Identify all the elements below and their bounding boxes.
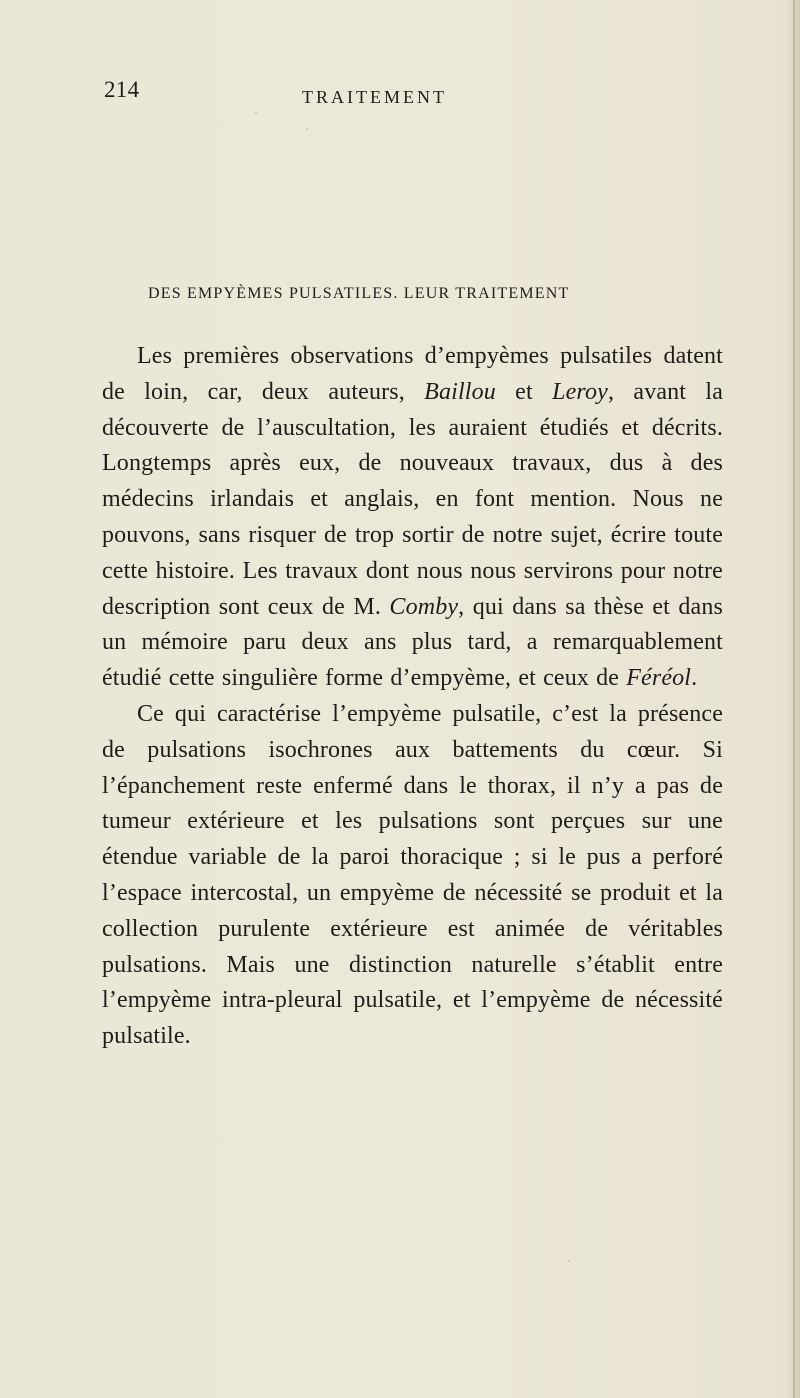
paragraph-history xyxy=(102,339,723,697)
page-number: 214 xyxy=(104,77,140,102)
paragraph-characterization xyxy=(102,697,723,1055)
paragraph-text: Ce qui caractérise l’empyème pulsatile, c’est la présence de pulsations isochrones aux battements du cœur. Si l’épanchement reste enfermé dans le thorax, il n’y a pas de tumeur extérieure et les pulsations sont perçues sur une étendue variable de la paroi thoracique ; si le pus a perforé l’espace intercostal, un empyème de nécessité se produit et la collection purulente extérieure est animée de véritables pulsations. Mais une distinction naturelle s’établit entre l’empyème intra-pleural pulsatile, et l’empyème de nécessité pulsatile. xyxy=(102,700,723,1050)
section-title: DES EMPYÈMES PULSATILES. LEUR TRAITEMENT xyxy=(148,285,570,302)
paper-speck xyxy=(255,112,257,114)
paper-speck xyxy=(568,1260,570,1262)
author-name: Leroy xyxy=(552,378,608,405)
author-name: Baillou xyxy=(424,378,496,405)
author-name: Comby xyxy=(389,593,459,620)
author-name: Féréol xyxy=(626,665,692,692)
page-edge xyxy=(786,0,800,1398)
paragraph-text: et xyxy=(495,378,553,405)
paragraph-text: , qui dans sa thèse et dans un mémoire paru deux ans plus tard, a remarquablement étudié cette singulière forme d’empyème, et ceux de xyxy=(102,593,723,692)
paragraph-text: Les premières observations d’empyèmes pulsatiles datent de loin, car, deux auteurs, xyxy=(102,343,723,405)
running-head: TRAITEMENT xyxy=(302,87,447,107)
paragraph-text: . xyxy=(691,665,698,692)
paper-speck xyxy=(306,128,308,130)
body-text xyxy=(102,339,723,1055)
paragraph-text: , avant la découverte de l’auscultation, les auraient étudiés et décrits. Longtemps après eux, de nouveaux travaux, dus à des médecins irlandais et anglais, en font mention. Nous ne pouvons, sans risquer de trop sortir de notre sujet, écrire toute cette histoire. Les travaux dont nous nous servirons pour notre description sont ceux de M. xyxy=(102,378,724,620)
